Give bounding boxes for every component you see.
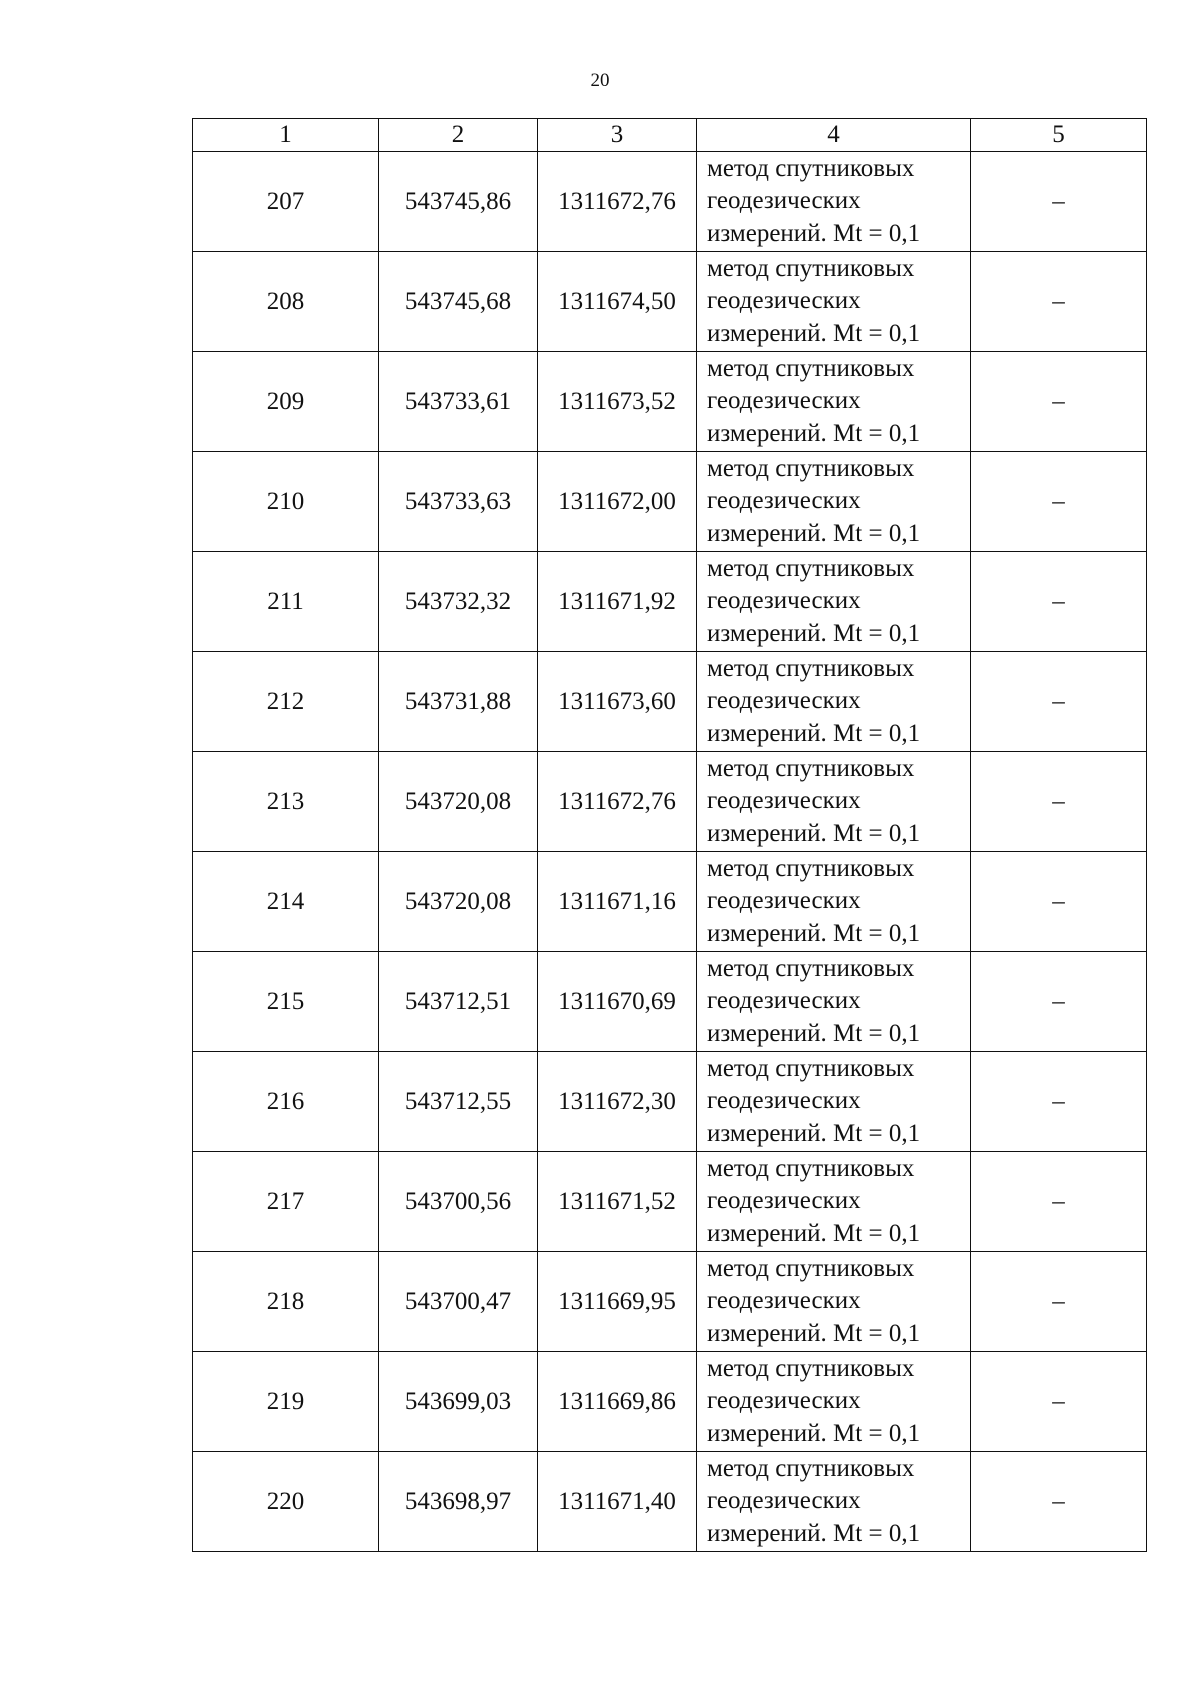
- method-line: измерений. Mt = 0,1: [707, 719, 921, 747]
- point-number-cell: 215: [193, 952, 379, 1052]
- method-line: измерений. Mt = 0,1: [707, 1019, 921, 1047]
- header-cell: 3: [538, 119, 697, 152]
- method-line: геодезических: [707, 387, 861, 415]
- y-coordinate-cell: 1311673,52: [538, 352, 697, 452]
- method-line: геодезических: [707, 1287, 861, 1315]
- note-cell: –: [971, 1152, 1147, 1252]
- method-cell: [697, 1252, 971, 1352]
- point-number-cell: 213: [193, 752, 379, 852]
- method-line: геодезических: [707, 1187, 861, 1215]
- header-cell: 2: [379, 119, 538, 152]
- method-line: метод спутниковых: [707, 954, 915, 982]
- table-row: [193, 1052, 1147, 1152]
- method-line: измерений. Mt = 0,1: [707, 919, 921, 947]
- method-cell: [697, 1452, 971, 1552]
- point-number-cell: 220: [193, 1452, 379, 1552]
- method-line: измерений. Mt = 0,1: [707, 219, 921, 247]
- method-line: геодезических: [707, 487, 861, 515]
- method-line: метод спутниковых: [707, 654, 915, 682]
- y-coordinate-cell: 1311674,50: [538, 252, 697, 352]
- method-cell: [697, 1152, 971, 1252]
- method-line: геодезических: [707, 1387, 861, 1415]
- note-cell: –: [971, 252, 1147, 352]
- header-cell: 4: [697, 119, 971, 152]
- table-row: [193, 252, 1147, 352]
- method-line: измерений. Mt = 0,1: [707, 419, 921, 447]
- method-line: геодезических: [707, 787, 861, 815]
- coordinates-table: [192, 118, 1147, 1552]
- point-number-cell: 210: [193, 452, 379, 552]
- method-cell: [697, 1052, 971, 1152]
- method-line: метод спутниковых: [707, 354, 915, 382]
- method-line: измерений. Mt = 0,1: [707, 519, 921, 547]
- x-coordinate-cell: 543733,61: [379, 352, 538, 452]
- point-number-cell: 207: [193, 152, 379, 252]
- point-number-cell: 219: [193, 1352, 379, 1452]
- x-coordinate-cell: 543698,97: [379, 1452, 538, 1552]
- method-line: геодезических: [707, 987, 861, 1015]
- page-number: 20: [590, 70, 610, 91]
- method-cell: [697, 152, 971, 252]
- table-row: [193, 752, 1147, 852]
- method-line: измерений. Mt = 0,1: [707, 1519, 921, 1547]
- header-cell: 1: [193, 119, 379, 152]
- table-row: [193, 952, 1147, 1052]
- method-line: геодезических: [707, 887, 861, 915]
- method-line: геодезических: [707, 687, 861, 715]
- table-row: [193, 352, 1147, 452]
- note-cell: –: [971, 1252, 1147, 1352]
- x-coordinate-cell: 543700,47: [379, 1252, 538, 1352]
- note-cell: –: [971, 1352, 1147, 1452]
- method-line: метод спутниковых: [707, 1354, 915, 1382]
- note-cell: –: [971, 1052, 1147, 1152]
- y-coordinate-cell: 1311672,00: [538, 452, 697, 552]
- note-cell: –: [971, 552, 1147, 652]
- point-number-cell: 209: [193, 352, 379, 452]
- point-number-cell: 211: [193, 552, 379, 652]
- table-row: [193, 1452, 1147, 1552]
- method-cell: [697, 452, 971, 552]
- y-coordinate-cell: 1311671,52: [538, 1152, 697, 1252]
- x-coordinate-cell: 543699,03: [379, 1352, 538, 1452]
- note-cell: –: [971, 352, 1147, 452]
- x-coordinate-cell: 543733,63: [379, 452, 538, 552]
- method-line: метод спутниковых: [707, 854, 915, 882]
- method-line: метод спутниковых: [707, 154, 915, 182]
- table-row: [193, 152, 1147, 252]
- method-line: измерений. Mt = 0,1: [707, 1319, 921, 1347]
- method-cell: [697, 652, 971, 752]
- x-coordinate-cell: 543732,32: [379, 552, 538, 652]
- method-line: измерений. Mt = 0,1: [707, 1219, 921, 1247]
- note-cell: –: [971, 952, 1147, 1052]
- point-number-cell: 208: [193, 252, 379, 352]
- x-coordinate-cell: 543712,55: [379, 1052, 538, 1152]
- y-coordinate-cell: 1311671,40: [538, 1452, 697, 1552]
- x-coordinate-cell: 543712,51: [379, 952, 538, 1052]
- table-row: [193, 1152, 1147, 1252]
- note-cell: –: [971, 1452, 1147, 1552]
- table-body: [193, 152, 1147, 1552]
- method-cell: [697, 352, 971, 452]
- y-coordinate-cell: 1311671,16: [538, 852, 697, 952]
- method-line: метод спутниковых: [707, 254, 915, 282]
- method-line: измерений. Mt = 0,1: [707, 1119, 921, 1147]
- header-cell: 5: [971, 119, 1147, 152]
- method-line: геодезических: [707, 187, 861, 215]
- table-header-row: [193, 119, 1147, 152]
- method-cell: [697, 252, 971, 352]
- method-line: метод спутниковых: [707, 754, 915, 782]
- method-line: геодезических: [707, 1487, 861, 1515]
- x-coordinate-cell: 543700,56: [379, 1152, 538, 1252]
- table-row: [193, 1252, 1147, 1352]
- y-coordinate-cell: 1311669,95: [538, 1252, 697, 1352]
- table-row: [193, 652, 1147, 752]
- method-line: метод спутниковых: [707, 1254, 915, 1282]
- method-line: измерений. Mt = 0,1: [707, 319, 921, 347]
- method-line: метод спутниковых: [707, 454, 915, 482]
- table-row: [193, 1352, 1147, 1452]
- note-cell: –: [971, 852, 1147, 952]
- x-coordinate-cell: 543720,08: [379, 852, 538, 952]
- table-row: [193, 852, 1147, 952]
- note-cell: –: [971, 752, 1147, 852]
- x-coordinate-cell: 543745,68: [379, 252, 538, 352]
- method-line: геодезических: [707, 1087, 861, 1115]
- point-number-cell: 212: [193, 652, 379, 752]
- note-cell: –: [971, 152, 1147, 252]
- method-line: измерений. Mt = 0,1: [707, 1419, 921, 1447]
- table-row: [193, 552, 1147, 652]
- method-line: геодезических: [707, 287, 861, 315]
- x-coordinate-cell: 543745,86: [379, 152, 538, 252]
- note-cell: –: [971, 452, 1147, 552]
- y-coordinate-cell: 1311669,86: [538, 1352, 697, 1452]
- method-line: метод спутниковых: [707, 1054, 915, 1082]
- method-cell: [697, 952, 971, 1052]
- method-line: измерений. Mt = 0,1: [707, 819, 921, 847]
- x-coordinate-cell: 543731,88: [379, 652, 538, 752]
- y-coordinate-cell: 1311673,60: [538, 652, 697, 752]
- method-cell: [697, 552, 971, 652]
- y-coordinate-cell: 1311672,76: [538, 152, 697, 252]
- point-number-cell: 217: [193, 1152, 379, 1252]
- point-number-cell: 214: [193, 852, 379, 952]
- method-line: геодезических: [707, 587, 861, 615]
- point-number-cell: 218: [193, 1252, 379, 1352]
- method-cell: [697, 1352, 971, 1452]
- method-line: измерений. Mt = 0,1: [707, 619, 921, 647]
- method-line: метод спутниковых: [707, 1154, 915, 1182]
- point-number-cell: 216: [193, 1052, 379, 1152]
- note-cell: –: [971, 652, 1147, 752]
- table-row: [193, 452, 1147, 552]
- method-cell: [697, 752, 971, 852]
- y-coordinate-cell: 1311672,76: [538, 752, 697, 852]
- y-coordinate-cell: 1311671,92: [538, 552, 697, 652]
- method-line: метод спутниковых: [707, 554, 915, 582]
- x-coordinate-cell: 543720,08: [379, 752, 538, 852]
- y-coordinate-cell: 1311670,69: [538, 952, 697, 1052]
- method-line: метод спутниковых: [707, 1454, 915, 1482]
- y-coordinate-cell: 1311672,30: [538, 1052, 697, 1152]
- method-cell: [697, 852, 971, 952]
